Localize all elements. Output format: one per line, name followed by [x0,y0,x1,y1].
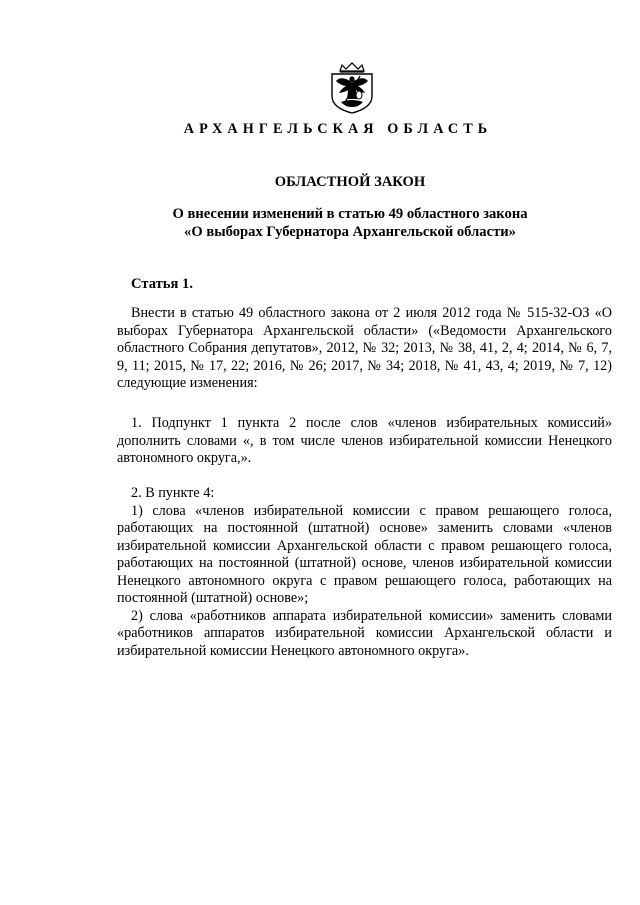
item-2-heading: 2. В пункте 4: [131,485,215,501]
amendment-item-2 [117,485,612,660]
amendment-item-1 [117,415,612,468]
article-intro-paragraph [117,305,612,393]
document-type: ОБЛАСТНОЙ ЗАКОН [274,174,426,190]
law-title [0,206,640,241]
law-title-line-1: О внесении изменений в статью 49 областного закона [172,206,528,222]
intro-text: Внести в статью 49 областного закона от 2 июля 2012 года № 515-32-ОЗ «О выборах Губернатора Архангельской области» («Ведомости Архангельского областного Собрания депутатов», 2012, № 32; 2013, № 38, 41, 2, 4; 2014, № 6, 7, 9, 11; 2015, № 17, 22; 2016, № 26; 2017, № 34; 2018, № 41, 43, 4; 2019, № 7, 12) следующие изменения: [117,305,612,391]
item-1-text: 1. Подпункт 1 пункта 2 после слов «членов избирательных комиссий» дополнить словами «, в том числе членов избирательной комиссии Ненецкого автономного округа,». [117,415,612,466]
region-name: АРХАНГЕЛЬСКАЯ ОБЛАСТЬ [183,121,493,137]
item-2-subitem-1: 1) слова «членов избирательной комиссии с правом решающего голоса, работающих на постоянной (штатной) основе» заменить словами «членов избирательной комиссии Архангельской области с правом решающего голоса, работающих на постоянной (штатной) основе, членов избирательной комиссии Ненецкого автономного округа с правом решающего голоса, работающих на постоянной (штатной) основе»; [117,502,612,606]
article-heading: Статья 1. [131,276,193,292]
archangel-coat-of-arms-icon [326,62,378,114]
law-title-line-2: «О выборах Губернатора Архангельской области» [184,223,516,240]
item-2-subitem-2: 2) слова «работников аппарата избирательной комиссии» заменить словами «работников аппаратов избирательной комиссии Архангельской области и избирательной комиссии Ненецкого автономного округа». [117,607,612,659]
